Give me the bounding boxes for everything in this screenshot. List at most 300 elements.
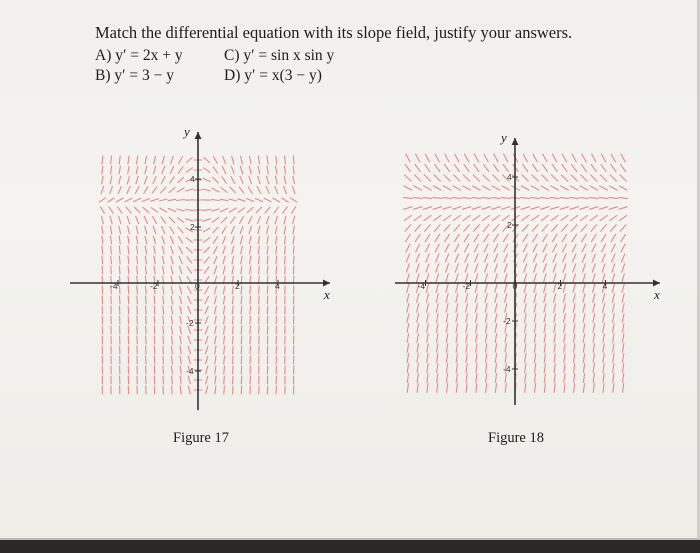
slope-segment (623, 354, 624, 363)
slope-segment (240, 166, 242, 174)
slope-segment (504, 254, 507, 262)
x-tick-label: -4 (110, 281, 118, 291)
slope-segment (241, 246, 243, 254)
slope-segment (544, 374, 545, 383)
slope-segment (463, 215, 470, 220)
slope-segment (128, 256, 129, 264)
slope-segment (171, 156, 174, 163)
slope-segment (543, 234, 548, 241)
slope-segment (462, 207, 470, 210)
slope-segment (493, 175, 499, 181)
slope-segment (407, 294, 409, 303)
slope-segment (465, 244, 469, 252)
slope-segment (550, 207, 558, 210)
slope-segment (205, 306, 208, 313)
slope-segment (241, 316, 242, 324)
slope-segment (485, 334, 487, 343)
slope-segment (524, 304, 526, 313)
slope-segment (574, 384, 575, 393)
slope-segment (241, 266, 242, 274)
slope-segment (292, 186, 295, 193)
slope-segment (180, 386, 181, 394)
slope-segment (601, 234, 606, 241)
slope-segment (501, 197, 510, 198)
slope-segment (250, 156, 251, 164)
slope-segment (204, 168, 210, 172)
slope-segment (249, 166, 251, 174)
slope-segment (136, 226, 138, 234)
slope-segment (472, 197, 481, 198)
slope-segment (573, 324, 575, 333)
slope-segment (534, 354, 535, 363)
slope-segment (153, 166, 155, 174)
slope-segment (221, 188, 227, 193)
slope-segment (119, 226, 121, 234)
slope-segment (137, 246, 138, 254)
slope-segment (564, 354, 565, 363)
slope-segment (593, 324, 595, 333)
slope-segment (484, 164, 489, 171)
slope-segment (435, 244, 439, 252)
slope-segment (583, 384, 584, 393)
slope-segment (414, 207, 422, 210)
slope-segment (446, 284, 448, 293)
y-axis-label: y (501, 130, 507, 145)
slope-segment (466, 304, 468, 313)
slope-segment (163, 356, 164, 364)
slope-segment (561, 175, 567, 181)
slope-segment (601, 154, 605, 162)
slope-segment (101, 186, 104, 193)
slope-segment (250, 316, 251, 324)
slope-segment (505, 284, 507, 293)
slope-segment (137, 156, 138, 164)
slope-segment (435, 234, 440, 241)
slope-segment (102, 246, 103, 254)
slope-segment (188, 306, 191, 313)
slope-segment (570, 197, 579, 198)
slope-segment (206, 366, 208, 374)
slope-segment (610, 175, 616, 181)
slope-segment (204, 247, 210, 252)
slope-segment (259, 296, 260, 304)
slope-segment (466, 354, 467, 363)
slope-segment (534, 304, 536, 313)
slope-segment (541, 207, 550, 210)
slope-segment (203, 178, 210, 181)
slope-segment (276, 246, 277, 254)
slope-segment (232, 256, 234, 264)
slope-segment (563, 284, 565, 293)
slope-segment (564, 364, 565, 373)
slope-segment (613, 344, 614, 353)
slope-segment (465, 154, 469, 162)
slope-segment (417, 304, 419, 313)
slope-segment (137, 266, 138, 274)
x-axis-arrow-icon (323, 280, 330, 287)
slope-segment (187, 247, 193, 252)
slope-segment (502, 207, 510, 210)
slope-segment (592, 154, 596, 162)
slope-segment (171, 306, 172, 314)
slope-segment (475, 254, 478, 262)
slope-segment (102, 156, 103, 164)
slope-segment (172, 336, 173, 344)
slope-segment (593, 304, 595, 313)
slope-segment (544, 364, 545, 373)
slope-segment (603, 304, 605, 313)
slope-segment (404, 207, 412, 210)
slope-segment (603, 364, 604, 373)
slope-segment (258, 246, 259, 254)
slope-segment (434, 225, 440, 232)
slope-segment (610, 225, 616, 232)
slope-segment (453, 215, 460, 220)
slope-segment (550, 197, 559, 198)
slope-segment (599, 197, 608, 198)
slope-segment (136, 176, 138, 183)
slope-segment (621, 164, 626, 171)
slope-segment (444, 175, 450, 181)
slope-segment (574, 334, 575, 343)
slope-segment (534, 324, 536, 333)
slope-segment (443, 207, 451, 210)
slope-segment (110, 226, 111, 234)
slope-segment (160, 208, 167, 212)
slope-segment (564, 314, 566, 323)
slope-segment (534, 344, 535, 353)
slope-segment (553, 264, 556, 272)
slope-segment (437, 364, 438, 373)
slope-segment (534, 284, 536, 293)
slope-segment (224, 316, 225, 324)
slope-segment (101, 216, 103, 224)
slope-segment (572, 154, 576, 162)
slope-segment (163, 296, 164, 304)
slope-segment (232, 246, 234, 254)
slope-segment (563, 254, 566, 262)
x-tick-label: 0 (512, 281, 518, 291)
slope-segment (592, 254, 595, 262)
slope-segment (571, 215, 578, 220)
slope-segment (437, 374, 438, 383)
slope-segment (573, 254, 576, 262)
slope-segment (154, 326, 155, 334)
slope-segment (267, 286, 268, 294)
y-tick-label: -2 (186, 318, 194, 328)
slope-segment (180, 336, 181, 344)
slope-segment (591, 225, 597, 232)
slope-segment (485, 274, 488, 282)
slope-segment (593, 364, 594, 373)
slope-segment (534, 274, 537, 282)
slope-segment (249, 176, 252, 183)
slope-segment (544, 304, 546, 313)
slope-segment (180, 326, 181, 334)
slope-segment (407, 374, 408, 383)
slope-segment (239, 187, 244, 193)
slope-segment (111, 256, 112, 264)
slope-segment (144, 187, 148, 194)
slope-segment (622, 294, 624, 303)
slope-segment (285, 266, 286, 274)
slope-segment (601, 164, 606, 171)
slope-segment (224, 336, 225, 344)
slope-segment (620, 175, 626, 181)
slope-segment (492, 207, 501, 210)
slope-segment (473, 186, 481, 190)
slope-segment (415, 225, 421, 232)
slope-segment (590, 186, 598, 190)
slope-segment (542, 225, 548, 232)
slope-segment (600, 215, 607, 220)
slope-segment (446, 304, 448, 313)
slope-segment (154, 306, 155, 314)
slope-segment (622, 344, 623, 353)
slope-segment (532, 215, 539, 220)
slope-segment (162, 256, 164, 264)
slope-segment (293, 176, 295, 184)
slope-segment (427, 324, 429, 333)
slope-segment (583, 354, 584, 363)
slope-segment (163, 286, 164, 294)
slope-segment (406, 264, 409, 272)
slope-segment (162, 226, 165, 233)
slope-segment (259, 286, 260, 294)
slope-segment (407, 304, 409, 313)
slope-segment (427, 354, 428, 363)
slope-segment (534, 294, 536, 303)
slope-segment (593, 314, 595, 323)
question-text: Match the differential equation with its slope field, justify your answers. (95, 23, 573, 42)
slope-segment (474, 225, 480, 232)
slope-segment (525, 344, 526, 353)
slope-segment (233, 386, 234, 394)
slope-segment (427, 314, 429, 323)
slope-segment (417, 384, 418, 393)
slope-segment (186, 189, 194, 191)
slope-segment (142, 199, 149, 202)
slope-segment (215, 376, 216, 384)
slope-segment (562, 164, 567, 171)
slope-segment (593, 374, 594, 383)
slope-segment (146, 306, 147, 314)
slope-segment (495, 324, 497, 333)
slope-segment (453, 186, 461, 190)
slope-segment (580, 207, 588, 210)
slope-segment (143, 207, 149, 212)
slope-segment (145, 246, 146, 254)
slope-segment (544, 314, 546, 323)
slope-segment (163, 376, 164, 384)
slope-segment (159, 199, 167, 201)
slope-segment (593, 354, 594, 363)
slope-segment (535, 384, 536, 393)
slope-segment (613, 364, 614, 373)
slope-segment (486, 344, 487, 353)
slope-segment (602, 264, 605, 272)
slope-segment (120, 286, 121, 294)
slope-segment (622, 284, 624, 293)
slope-segment (609, 197, 618, 198)
slope-segment (611, 244, 615, 252)
slope-segment (145, 236, 147, 244)
slope-segment (407, 334, 409, 343)
slope-segment (435, 164, 440, 171)
slope-segment (186, 238, 192, 243)
x-axis-label: x (324, 287, 330, 302)
slope-segment (425, 164, 430, 171)
slope-segment (535, 364, 536, 373)
y-axis-arrow-icon (512, 138, 519, 145)
slope-segment (213, 227, 218, 233)
slope-segment (163, 386, 164, 394)
slope-segment (544, 354, 545, 363)
slope-segment (188, 386, 190, 394)
slope-segment (562, 234, 567, 241)
slope-segment (267, 246, 268, 254)
slope-segment (593, 294, 595, 303)
slope-segment (249, 226, 251, 234)
slope-segment (433, 207, 442, 210)
slope-segment (204, 157, 210, 162)
slope-segment (186, 157, 192, 162)
slope-segment (168, 199, 176, 200)
slope-segment (452, 197, 461, 198)
slope-segment (223, 286, 224, 294)
slope-segment (171, 256, 173, 264)
slope-segment (233, 366, 234, 374)
slope-segment (476, 334, 478, 343)
slope-segment (417, 374, 418, 383)
slope-segment (119, 266, 120, 274)
slope-segment (583, 344, 584, 353)
slope-segment (136, 216, 139, 223)
slope-segment (145, 156, 146, 164)
slope-segment (602, 254, 605, 262)
slope-segment (229, 208, 236, 212)
slope-segment (241, 306, 242, 314)
slope-segment (525, 324, 527, 333)
slope-segment (466, 294, 468, 303)
slope-segment (612, 284, 614, 293)
slope-segment (493, 225, 499, 232)
slope-segment (446, 324, 448, 333)
slope-segment (233, 376, 234, 384)
slope-segment (212, 200, 220, 201)
slope-segment (571, 175, 577, 181)
slope-segment (456, 304, 458, 313)
slope-segment (425, 154, 429, 162)
slope-segment (437, 354, 438, 363)
slope-segment (285, 246, 286, 254)
slope-segment (583, 294, 585, 303)
slope-segment (564, 324, 566, 333)
slope-segment (603, 294, 605, 303)
slope-segment (436, 324, 438, 333)
slope-segment (580, 215, 587, 220)
slope-segment (258, 256, 259, 264)
slope-segment (582, 154, 586, 162)
slope-segment (292, 207, 296, 214)
slope-segment (415, 175, 421, 181)
slope-segment (111, 266, 112, 274)
slope-segment (407, 344, 408, 353)
slope-segment (522, 215, 529, 220)
slope-segment (456, 294, 458, 303)
slope-segment (154, 296, 155, 304)
slope-segment (437, 334, 439, 343)
slope-segment (293, 246, 294, 254)
slope-segment (241, 236, 243, 244)
slope-segment (455, 244, 459, 252)
slope-segment (145, 176, 148, 183)
slope-segment (214, 256, 217, 263)
slope-segment (563, 274, 566, 282)
slope-segment (583, 314, 585, 323)
slope-segment (436, 274, 439, 282)
slope-segment (523, 154, 527, 162)
slope-segment (222, 167, 225, 174)
slope-segment (241, 156, 243, 164)
slope-segment (485, 284, 487, 293)
slope-segment (554, 324, 556, 333)
slope-segment (275, 216, 277, 223)
slope-segment (486, 354, 487, 363)
slope-segment (231, 226, 234, 233)
slope-segment (178, 167, 183, 173)
slope-segment (599, 207, 608, 210)
slope-segment (206, 386, 208, 394)
slope-segment (466, 324, 468, 333)
slope-segment (180, 296, 182, 304)
slope-segment (561, 215, 568, 220)
slope-segment (494, 244, 498, 252)
slope-segment (535, 374, 536, 383)
slope-segment (215, 326, 216, 334)
slope-segment (454, 225, 460, 232)
slope-segment (623, 384, 624, 393)
slope-segment (223, 236, 226, 243)
slope-segment (427, 304, 429, 313)
slope-segment (466, 374, 467, 383)
slope-segment (436, 304, 438, 313)
slope-segment (622, 304, 624, 313)
slope-segment (524, 264, 527, 272)
slope-segment (127, 186, 130, 193)
slope-segment (456, 374, 457, 383)
slope-segment (407, 364, 408, 373)
slope-segment (582, 244, 586, 252)
slope-segment (544, 384, 545, 393)
slope-segment (524, 314, 526, 323)
slope-segment (475, 264, 478, 272)
slope-segment (224, 296, 225, 304)
slope-segment (161, 217, 166, 223)
slope-segment (163, 366, 164, 374)
slope-segment (564, 334, 566, 343)
slope-segment (276, 236, 277, 244)
slope-segment (504, 244, 508, 252)
figure-18-caption: Figure 18 (488, 430, 544, 446)
slope-segment (276, 296, 277, 304)
slope-segment (609, 207, 617, 210)
slope-segment (163, 326, 164, 334)
slope-segment (503, 234, 508, 241)
slope-segment (215, 316, 217, 324)
slope-segment (554, 344, 555, 353)
slope-segment (505, 354, 506, 363)
